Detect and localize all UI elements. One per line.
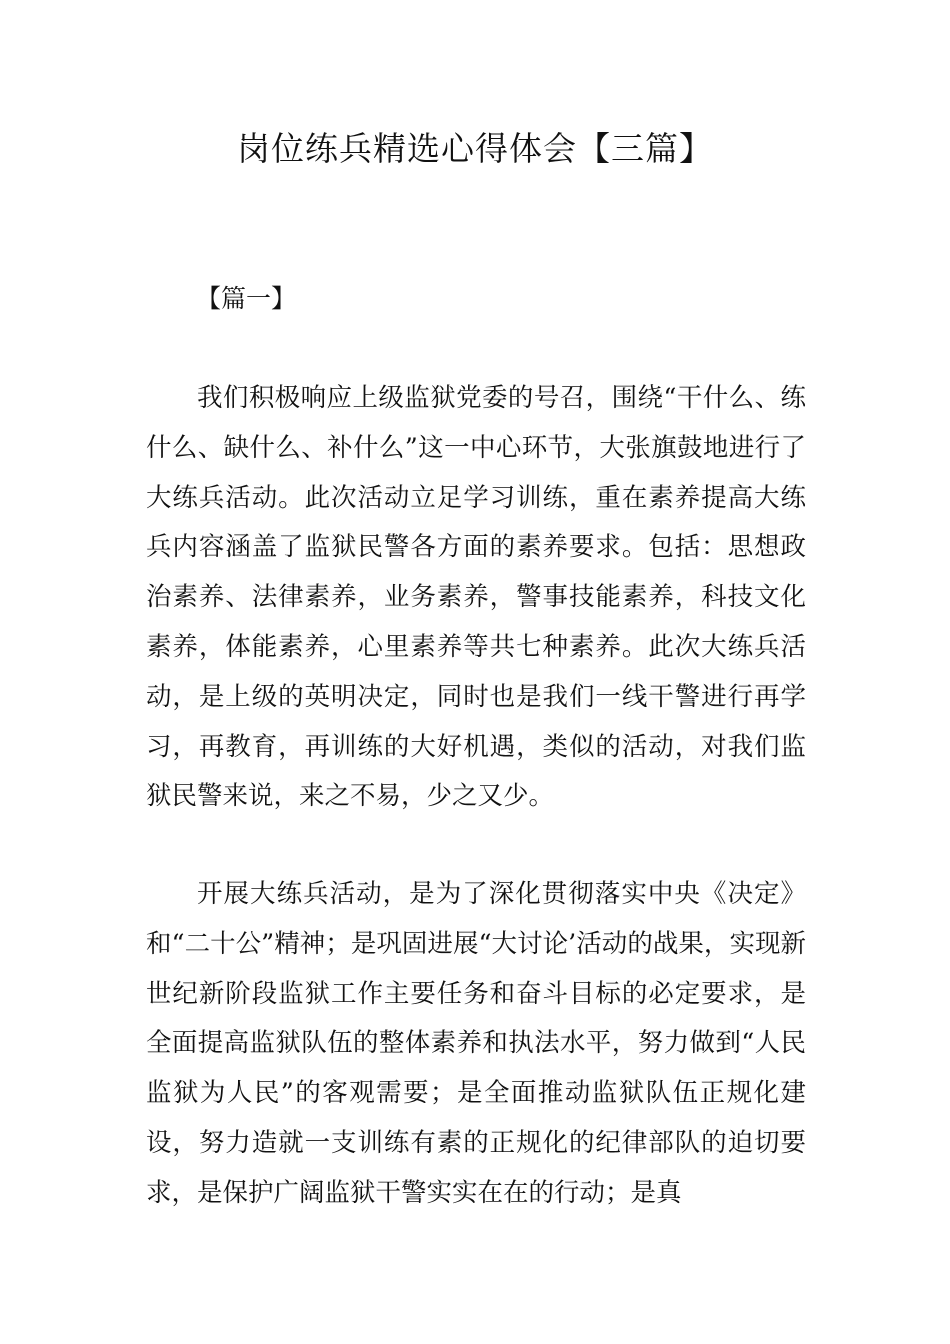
section-heading: 【篇一】 bbox=[196, 284, 297, 313]
paragraph-2: 开展大练兵活动，是为了深化贯彻落实中央《决定》和“二十公”精神；是巩固进展“大讨论’活动的战果，实现新世纪新阶段监狱工作主要任务和奋斗目标的必定要求，是全面提高监狱队伍的整体素养和执法水平，努力做到“人民监狱为人民”的客观需要；是全面推动监狱队伍正规化建设，努力造就一支训练有素的正规化的纪律部队的迫切要求，是保护广阔监狱干警实实在在的行动；是真 bbox=[146, 879, 806, 1208]
document-title: 岗位练兵精选心得体会【三篇】 bbox=[237, 129, 713, 168]
paragraph-1: 我们积极响应上级监狱党委的号召，围绕“干什么、练什么、缺什么、补什么”这一中心环节，大张旗鼓地进行了大练兵活动。此次活动立足学习训练，重在素养提高大练兵内容涵盖了监狱民警各方面的素养要求。包括：思想政治素养、法律素养，业务素养，警事技能素养，科技文化素养，体能素养，心里素养等共七种素养。此次大练兵活动，是上级的英明决定，同时也是我们一线干警进行再学习，再教育，再训练的大好机遇，类似的活动，对我们监狱民警来说，来之不易，少之又少。 bbox=[146, 383, 806, 812]
